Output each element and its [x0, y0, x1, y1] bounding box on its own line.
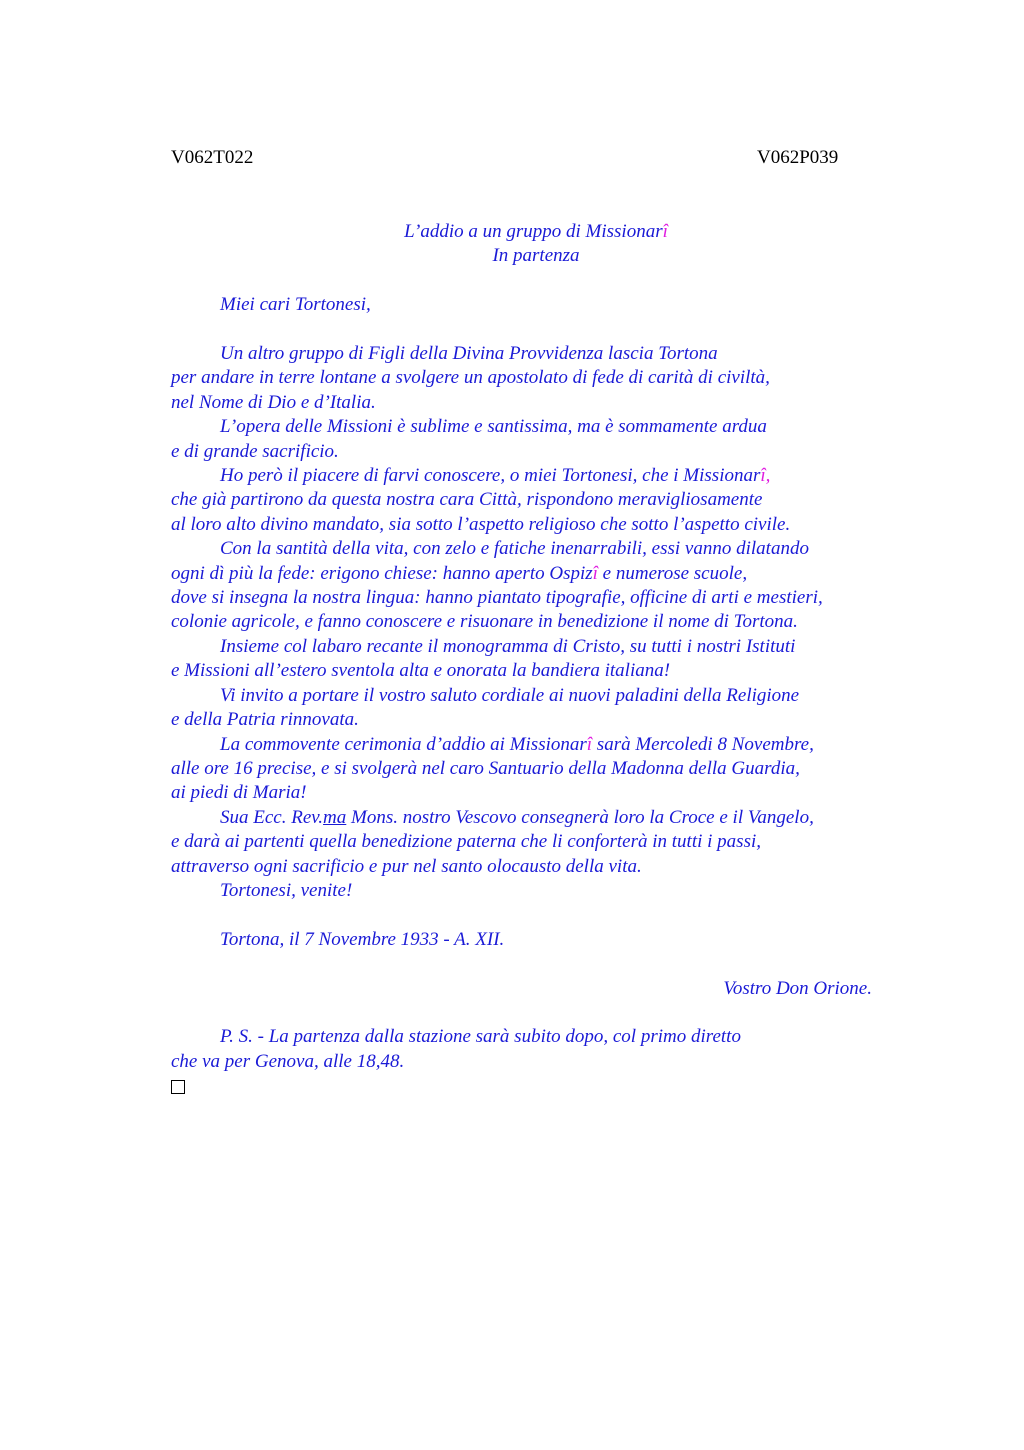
accent-char: î	[586, 733, 593, 755]
paragraph-3-line: Ho però il piacere di farvi conoscere, o miei Tortonesi, che i Missionarî,	[220, 465, 771, 487]
paragraph-9-line: Tortonesi, venite!	[220, 879, 353, 901]
accent-char: î	[592, 562, 598, 584]
letter-body	[171, 220, 891, 1102]
paragraph-6-line: e della Patria rinnovata.	[171, 709, 359, 731]
paragraph-5-line: Insieme col labaro recante il monogramma di Cristo, su tutti i nostri Istituti	[220, 635, 796, 657]
checkbox-square-icon	[171, 1080, 185, 1094]
page-code-right: V062P039	[757, 147, 839, 168]
signature: Vostro Don Orione.	[723, 977, 872, 999]
paragraph-6-line: Vi invito a portare il vostro saluto cordiale ai nuovi paladini della Religione	[220, 684, 800, 706]
paragraph-8-line: attraverso ogni sacrificio e pur nel santo olocausto della vita.	[171, 855, 642, 877]
paragraph-7-line: ai piedi di Maria!	[171, 782, 307, 804]
paragraph-7-line: alle ore 16 precise, e si svolgerà nel caro Santuario della Madonna della Guardia,	[171, 757, 800, 779]
dateline: Tortona, il 7 Novembre 1933 - A. XII.	[220, 928, 505, 950]
postscript-line: P. S. - La partenza dalla stazione sarà subito dopo, col primo diretto	[220, 1026, 741, 1048]
paragraph-8-line: Sua Ecc. Rev.ma Mons. nostro Vescovo consegnerà loro la Croce e il Vangelo,	[220, 806, 814, 828]
paragraph-4-line: Con la santità della vita, con zelo e fatiche inenarrabili, essi vanno dilatando	[220, 538, 809, 560]
title-accent-char: î	[662, 221, 668, 242]
paragraph-3-line: che già partirono da questa nostra cara Città, rispondono meravigliosamente	[171, 489, 763, 511]
title-line-1: L’addio a un gruppo di Missionar	[404, 221, 663, 242]
document-code-left: V062T022	[171, 147, 254, 168]
paragraph-1-line: per andare in terre lontane a svolgere un apostolato di fede di carità di civiltà,	[171, 367, 770, 389]
paragraph-2-line: L’opera delle Missioni è sublime e santissima, ma è sommamente ardua	[220, 416, 767, 438]
paragraph-1-line: Un altro gruppo di Figli della Divina Provvidenza lascia Tortona	[220, 343, 718, 364]
paragraph-4-line: colonie agricole, e fanno conoscere e risuonare in benedizione il nome di Tortona.	[171, 611, 798, 633]
title-line-2: In partenza	[492, 245, 580, 267]
accent-char: î,	[760, 465, 771, 487]
paragraph-7-line: La commovente cerimonia d’addio ai Missionarî sarà Mercoledi 8 Novembre,	[220, 733, 814, 755]
postscript-line: che va per Genova, alle 18,48.	[171, 1050, 405, 1072]
greeting: Miei cari Tortonesi,	[220, 294, 371, 316]
paragraph-3-line: al loro alto divino mandato, sia sotto l’aspetto religioso che sotto l’aspetto civile.	[171, 513, 791, 535]
paragraph-1-line: nel Nome di Dio e d’Italia.	[171, 391, 376, 413]
letter-title	[171, 220, 901, 269]
underlined-abbrev: ma	[323, 806, 347, 828]
paragraph-8-line: e darà ai partenti quella benedizione paterna che li conforterà in tutti i passi,	[171, 831, 761, 853]
paragraph-5-line: e Missioni all’estero sventola alta e onorata la bandiera italiana!	[171, 660, 671, 682]
paragraph-2-line: e di grande sacrificio.	[171, 440, 339, 462]
paragraph-4-line: ogni dì più la fede: erigono chiese: hanno aperto Ospizî e numerose scuole,	[171, 562, 748, 584]
paragraph-4-line: dove si insegna la nostra lingua: hanno piantato tipografie, officine di arti e mestieri,	[171, 587, 823, 609]
